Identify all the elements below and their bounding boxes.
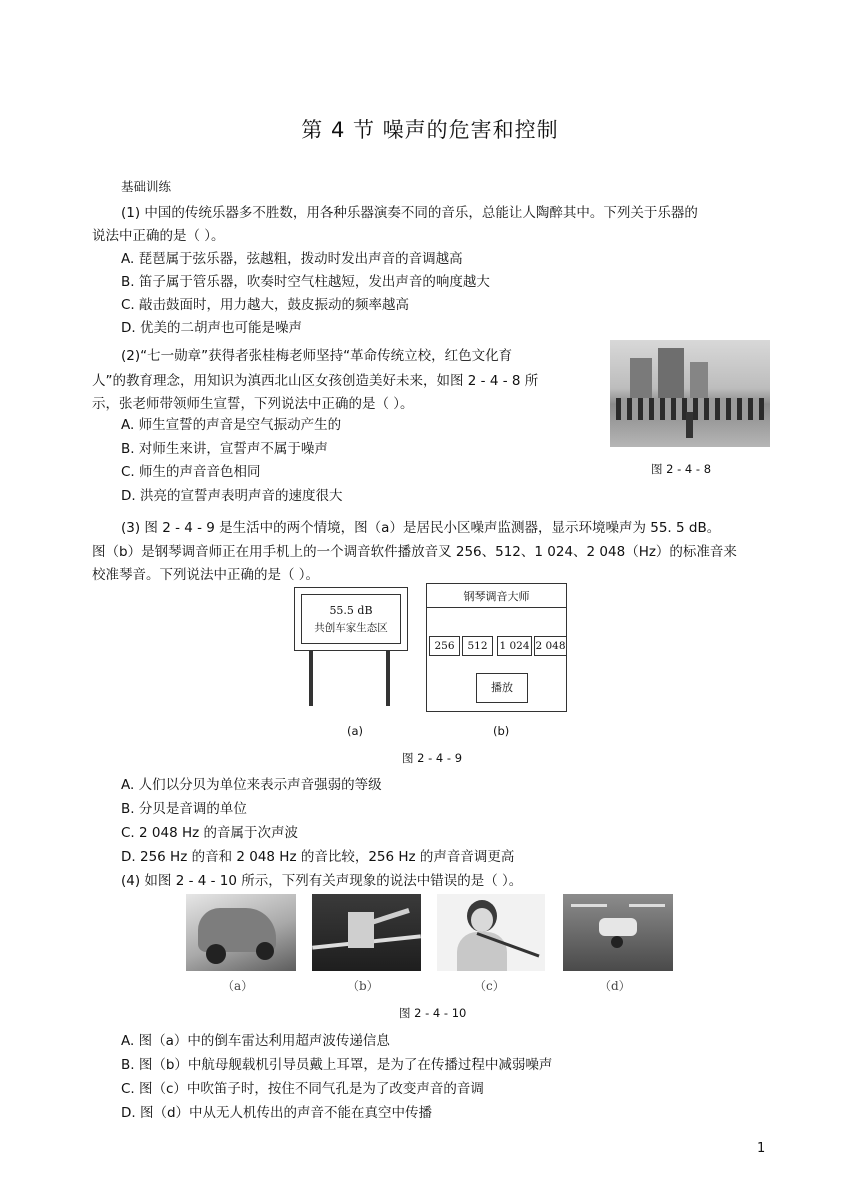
q3-stem-line3: 校准琴音。下列说法中正确的是（ ）。 <box>92 567 320 583</box>
q2-option-c: C. 师生的声音音色相同 <box>121 464 261 480</box>
q2-stem-line3: 示，张老师带领师生宣誓，下列说法中正确的是（ ）。 <box>92 396 414 412</box>
q2-stem-line2: 人”的教育理念，用知识为滇西北山区女孩创造美好未来，如图 2 - 4 - 8 所 <box>92 373 539 389</box>
q3-option-a: A. 人们以分贝为单位来表示声音强弱的等级 <box>121 777 382 793</box>
q1-option-a: A. 琵琶属于弦乐器，弦越粗，拨动时发出声音的音调越高 <box>121 251 463 267</box>
q4-option-b: B. 图（b）中航母舰载机引导员戴上耳罩，是为了在传播过程中减弱噪声 <box>121 1057 553 1073</box>
figure-2-4-8-caption: 图 2 - 4 - 8 <box>651 462 712 476</box>
q3-option-c: C. 2 048 Hz 的音属于次声波 <box>121 825 298 841</box>
q3-option-b: B. 分贝是音调的单位 <box>121 801 247 817</box>
play-button[interactable]: 播放 <box>476 673 528 703</box>
q1-option-b: B. 笛子属于管乐器，吹奏时空气柱越短，发出声音的响度越大 <box>121 274 490 290</box>
noise-reading: 55.5 dB <box>329 604 373 617</box>
q1-stem-line1: (1) 中国的传统乐器多不胜数，用各种乐器演奏不同的音乐，总能让人陶醉其中。下列关于乐器的 <box>121 205 698 221</box>
figure-2-4-10-caption: 图 2 - 4 - 10 <box>399 1006 467 1020</box>
oath-photo <box>610 340 770 447</box>
q4-option-c: C. 图（c）中吹笛子时，按住不同气孔是为了改变声音的音调 <box>121 1081 484 1097</box>
flute-player-photo <box>437 894 545 971</box>
q4-option-d: D. 图（d）中从无人机传出的声音不能在真空中传播 <box>121 1105 433 1121</box>
q4-stem: (4) 如图 2 - 4 - 10 所示，下列有关声现象的说法中错误的是（ ）。 <box>121 873 523 889</box>
figure-a-label: (a) <box>347 724 364 738</box>
figure-10d-label: （d） <box>599 979 631 993</box>
freq-button-1024[interactable]: 1 024 <box>497 636 532 656</box>
q3-option-d: D. 256 Hz 的音和 2 048 Hz 的音比较，256 Hz 的声音音调更高 <box>121 849 515 865</box>
freq-button-256[interactable]: 256 <box>429 636 460 656</box>
q4-option-a: A. 图（a）中的倒车雷达利用超声波传递信息 <box>121 1033 390 1049</box>
q2-option-a: A. 师生宣誓的声音是空气振动产生的 <box>121 417 342 433</box>
q1-stem-line2: 说法中正确的是（ ）。 <box>92 228 225 244</box>
figure-10a-label: （a） <box>222 979 254 993</box>
board-post-right <box>386 650 390 706</box>
app-title: 钢琴调音大师 <box>463 590 530 603</box>
car-radar-photo <box>186 894 296 971</box>
q1-option-d: D. 优美的二胡声也可能是噪声 <box>121 320 302 336</box>
freq-button-512[interactable]: 512 <box>462 636 493 656</box>
page-number: 1 <box>757 1141 766 1156</box>
figure-b-label: (b) <box>493 724 510 738</box>
board-post-left <box>309 650 313 706</box>
figure-10b-label: （b） <box>347 979 379 993</box>
noise-monitor-board <box>294 587 408 651</box>
q2-stem-line1: (2)“七一勋章”获得者张桂梅老师坚持“革命传统立校，红色文化育 <box>121 348 513 364</box>
section-heading: 基础训练 <box>121 179 172 194</box>
figure-10c-label: （c） <box>474 979 505 993</box>
page-title: 第 4 节 噪声的危害和控制 <box>301 118 559 142</box>
q3-stem-line2: 图（b）是钢琴调音师正在用手机上的一个调音软件播放音叉 256、512、1 024、2 048（Hz）的标准音来 <box>92 544 737 560</box>
q2-option-d: D. 洪亮的宣誓声表明声音的速度很大 <box>121 488 343 504</box>
q1-option-c: C. 敲击鼓面时，用力越大，鼓皮振动的频率越高 <box>121 297 410 313</box>
q2-option-b: B. 对师生来讲，宣誓声不属于噪声 <box>121 441 328 457</box>
board-slogan: 共创车家生态区 <box>314 622 388 634</box>
q3-stem-line1: (3) 图 2 - 4 - 9 是生活中的两个情境，图（a）是居民小区噪声监测器，显示环境噪声为 55. 5 dB。 <box>121 520 721 536</box>
flight-deck-crew-photo <box>312 894 421 971</box>
tuning-app-screen <box>426 583 567 712</box>
figure-2-4-9-caption: 图 2 - 4 - 9 <box>402 751 463 765</box>
freq-button-2048[interactable]: 2 048 <box>534 636 567 656</box>
drone-photo <box>563 894 673 971</box>
